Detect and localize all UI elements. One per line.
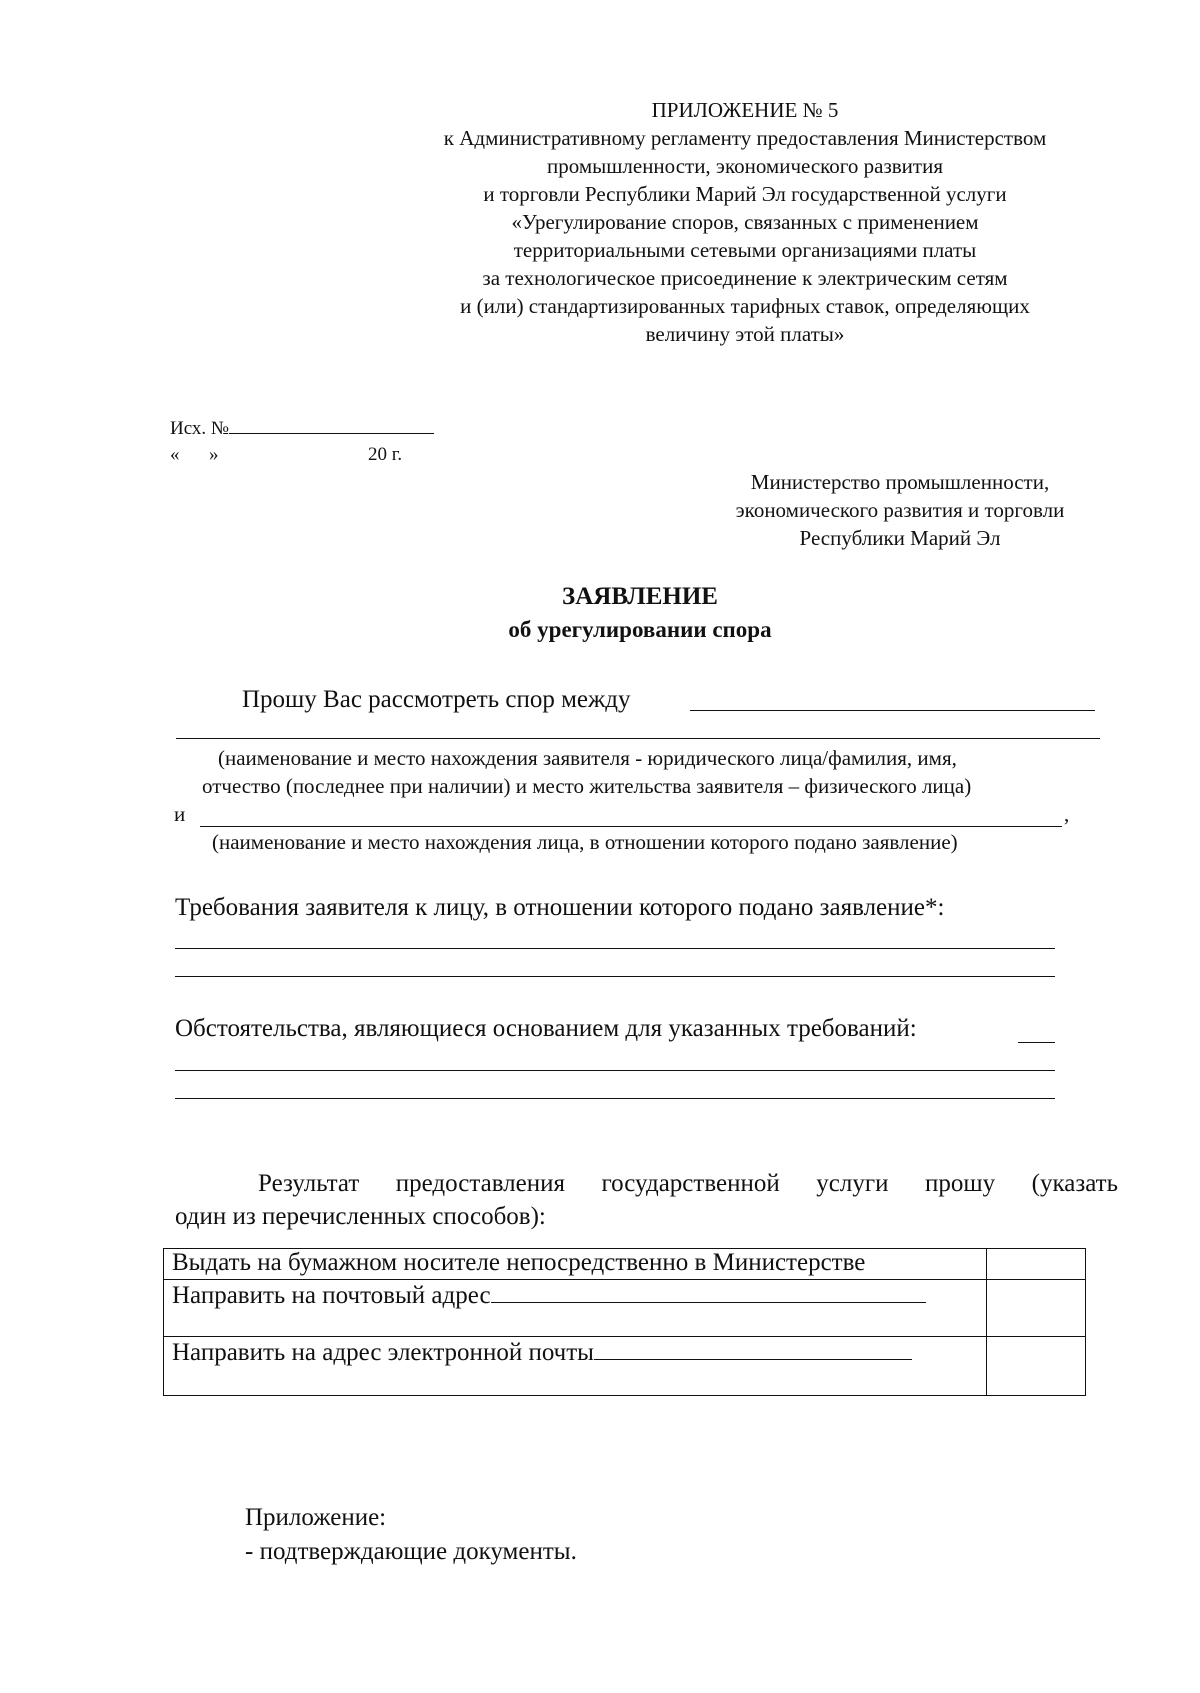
appendix-header (395, 96, 1095, 348)
delivery-methods-table (163, 1248, 1086, 1396)
result-text-line-1: Результат предоставления государственной услуги прошу (указать (258, 1170, 1118, 1197)
appendix-line: и (или) стандартизированных тарифных ставок, определяющих (460, 294, 1030, 318)
appendix-title: ПРИЛОЖЕНИЕ № 5 (651, 98, 839, 122)
delivery-method-row (164, 1249, 1086, 1280)
circumstances-label: Обстоятельства, являющиеся основанием для указанных требований: (175, 1015, 917, 1042)
requirements-field-line-1[interactable] (175, 948, 1055, 949)
appendix-line: территориальными сетевыми организациями платы (513, 238, 977, 262)
date-close-quote: » (209, 444, 219, 465)
delivery-method-email-label: Направить на адрес электронной почты (172, 1339, 594, 1366)
requirements-label: Требования заявителя к лицу, в отношении которого подано заявление*: (175, 894, 945, 921)
delivery-method-label-cell (164, 1249, 987, 1280)
and-word: и (174, 802, 186, 826)
delivery-method-postal-label: Направить на почтовый адрес (172, 1282, 491, 1309)
outgoing-number-field[interactable] (229, 432, 434, 434)
delivery-method-label-cell (164, 1337, 987, 1396)
requirements-field-line-2[interactable] (175, 976, 1055, 977)
circumstances-field-line-0[interactable] (1018, 1042, 1055, 1043)
circumstances-field-line-2[interactable] (175, 1098, 1055, 1099)
postal-address-field[interactable] (491, 1280, 926, 1303)
appendix-line: величину этой платы» (645, 322, 845, 346)
email-address-field[interactable] (594, 1337, 912, 1360)
appendix-line: и торговли Республики Марий Эл государственной услуги (483, 182, 1007, 206)
document-subtitle: об урегулировании спора (508, 617, 772, 642)
document-title: ЗАЯВЛЕНИЕ (562, 583, 718, 610)
outgoing-number-label: Исх. № (170, 418, 230, 439)
outgoing-number-row (170, 416, 434, 442)
addressee-line: экономического развития и торговли (735, 498, 1065, 522)
delivery-method-paper-checkbox[interactable] (987, 1249, 1086, 1280)
appendix-line: за технологическое присоединение к электрическим сетям (482, 266, 1008, 290)
document-title-block (0, 580, 1200, 646)
delivery-method-row (164, 1280, 1086, 1337)
respondent-comma: , (1064, 802, 1070, 826)
applicant-field-line-1[interactable] (690, 710, 1095, 711)
appendix-line: «Урегулирование споров, связанных с применением (511, 210, 979, 234)
delivery-method-row (164, 1337, 1086, 1396)
circumstances-field-line-1[interactable] (175, 1070, 1055, 1071)
appendix-line: промышленности, экономического развития (546, 154, 943, 178)
respondent-hint: (наименование и место нахождения лица, в отношении которого подано заявление) (212, 830, 958, 854)
result-text-line-2: один из перечисленных способов): (175, 1203, 546, 1230)
delivery-method-label-cell (164, 1280, 987, 1337)
delivery-method-paper-label: Выдать на бумажном носителе непосредственно в Министерстве (172, 1249, 866, 1276)
outgoing-block (170, 416, 434, 468)
delivery-method-email-checkbox[interactable] (987, 1337, 1086, 1396)
respondent-field-line[interactable] (200, 826, 1062, 827)
attachments-item: - подтверждающие документы. (245, 1538, 577, 1565)
date-year-suffix: 20 г. (368, 444, 403, 465)
applicant-field-line-2[interactable] (176, 738, 1100, 739)
dispute-request-text: Прошу Вас рассмотреть спор между (242, 686, 631, 713)
outgoing-date-row (170, 442, 434, 468)
applicant-hint-2: отчество (последнее при наличии) и место жительства заявителя – физического лица) (202, 774, 972, 798)
addressee-line: Республики Марий Эл (799, 526, 1001, 550)
appendix-line: к Административному регламенту предоставления Министерством (443, 126, 1047, 150)
attachments-label: Приложение: (245, 1504, 387, 1531)
date-open-quote: « (170, 444, 180, 465)
addressee-line: Министерство промышленности, (750, 470, 1050, 494)
applicant-hint-1: (наименование и место нахождения заявителя - юридического лица/фамилия, имя, (218, 746, 957, 770)
delivery-method-postal-checkbox[interactable] (987, 1280, 1086, 1337)
addressee-block (690, 468, 1110, 552)
